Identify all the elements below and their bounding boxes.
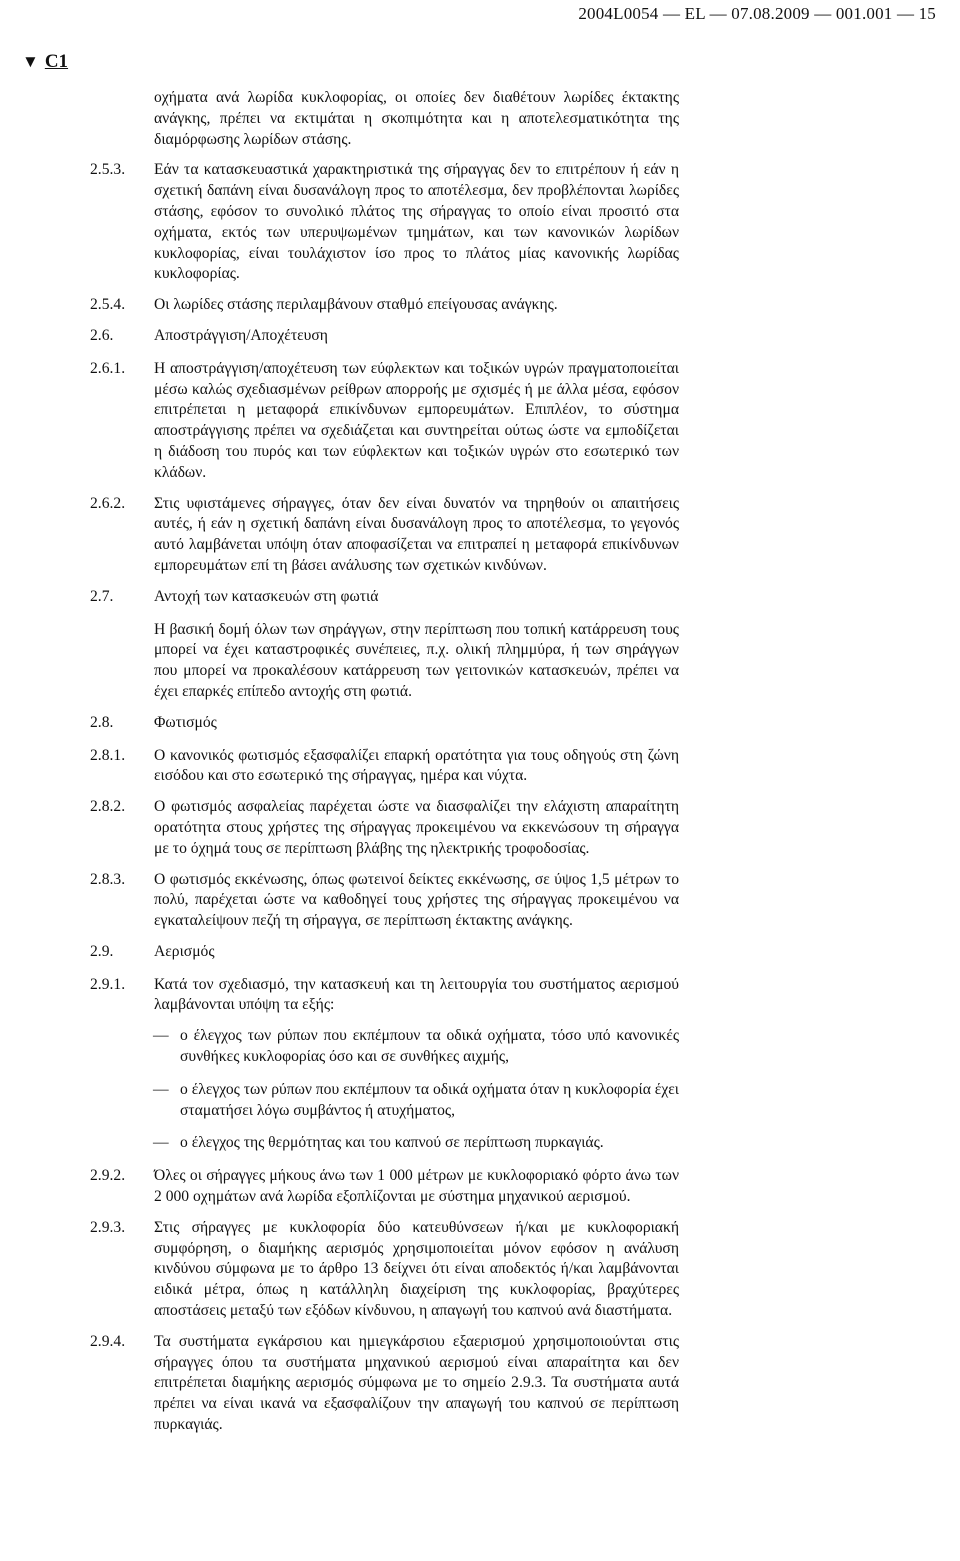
paragraph-text: Τα συστήματα εγκάρσιου και ημιεγκάρσιου εξαερισμού χρησιμοποιούνται στις σήραγγες όπου τα συστήματα μηχανικού αερισμού είναι απαραίτητα και δεν επιτρέπεται διαμήκης αερισμός σύμφωνα με το σημείο 2.9.3. Τα συστήματα αυτά πρέπει να είναι ικανά να εξασφαλίζουν την απαγωγή του καπνού σε περίπτωση πυρκαγιάς. <box>154 1332 679 1434</box>
list-item <box>90 1080 679 1122</box>
paragraph-number: 2.8.2. <box>90 798 126 816</box>
paragraph-number: 2.5.3. <box>90 161 126 179</box>
marker-label: C1 <box>44 51 69 72</box>
dash-marker: — <box>153 1080 169 1098</box>
heading-text: Αποστράγγιση/Αποχέτευση <box>154 326 328 344</box>
paragraph-text: Ο φωτισμός εκκένωσης, όπως φωτεινοί δείκτες εκκένωσης, σε ύψος 1,5 μέτρων το πολύ, παρέχεται ώστε να καθοδηγεί τους χρήστες της σήραγγας προκειμένου να εγκαταλείψουν πεζή τη σήραγγα, σε περίπτωση έκτακτης ανάγκης. <box>154 870 679 930</box>
paragraph <box>90 797 679 859</box>
paragraph-number: 2.8. <box>90 713 114 731</box>
paragraph <box>90 160 679 285</box>
section-heading <box>90 713 679 734</box>
consolidation-marker <box>22 51 68 73</box>
paragraph <box>90 359 679 484</box>
paragraph-text: Κατά τον σχεδιασμό, την κατασκευή και τη λειτουργία του συστήματος αερισμού λαμβάνονται υπόψη τα εξής: <box>154 975 679 1014</box>
paragraph-text: Εάν τα κατασκευαστικά χαρακτηριστικά της σήραγγας δεν το επιτρέπουν ή εάν η σχετική δαπάνη είναι δυσανάλογη προς το αποτέλεσμα, δεν προβλέπονται λωρίδες στάσης, εφόσον το συνολικό πλάτος της σήραγγας το οποίο είναι προσιτό στα οχήματα, εκτός των υπερυψωμένων τμημάτων, και των κανονικών λωρίδων κυκλοφορίας, είναι τουλάχιστον ίσο προς το πλάτος μίας κανονικής λωρίδας κυκλοφορίας. <box>154 161 679 283</box>
list-item-text: ο έλεγχος των ρύπων που εκπέμπουν τα οδικά οχήματα όταν η κυκλοφορία έχει σταματήσει λόγω συμβάντος ή ατυχήματος, <box>180 1080 679 1119</box>
paragraph-text: οχήματα ανά λωρίδα κυκλοφορίας, οι οποίες δεν διαθέτουν λωρίδες έκτακτης ανάγκης, πρέπει να εκτιμάται η σκοπιμότητα και η αποτελεσματικότητα της διαμόρφωσης λωρίδων στάσης. <box>154 89 679 148</box>
paragraph <box>90 1218 679 1322</box>
dash-marker: — <box>153 1027 169 1045</box>
paragraph-number: 2.6.1. <box>90 359 126 377</box>
paragraph-number: 2.8.3. <box>90 870 126 888</box>
paragraph-number: 2.7. <box>90 587 114 605</box>
paragraph-number: 2.5.4. <box>90 296 126 314</box>
document-body <box>90 88 679 1446</box>
paragraph <box>90 1332 679 1436</box>
paragraph-text: Ο κανονικός φωτισμός εξασφαλίζει επαρκή ορατότητα για τους οδηγούς στη ζώνη εισόδου και στο εσωτερικό της σήραγγας, ημέρα και νύχτα. <box>154 746 679 785</box>
paragraph <box>90 975 679 1017</box>
paragraph-text: Στις υφιστάμενες σήραγγες, όταν δεν είναι δυνατόν να τηρηθούν οι απαιτήσεις αυτές, ή εάν η σχετική δαπάνη είναι δυσανάλογη προς το αποτέλεσμα, το γεγονός αυτό λαμβάνεται υπόψη όταν αποφασίζεται να επιτραπεί η μεταφορά επικίνδυνων εμπορευμάτων επί τη βάσει ανάλυσης των σχετικών κινδύνων. <box>154 494 679 574</box>
section-heading <box>90 326 679 347</box>
document-reference: 2004L0054 — EL — 07.08.2009 — 001.001 — 15 <box>578 4 936 23</box>
paragraph-number: 2.6. <box>90 326 114 344</box>
heading-text: Αερισμός <box>154 942 215 960</box>
paragraph-number: 2.6.2. <box>90 494 126 512</box>
paragraph-number: 2.9.1. <box>90 975 126 993</box>
paragraph-number: 2.9.2. <box>90 1167 126 1185</box>
list-item-text: ο έλεγχος της θερμότητας και του καπνού σε περίπτωση πυρκαγιάς. <box>180 1134 604 1152</box>
paragraph-number: 2.9.3. <box>90 1218 126 1236</box>
paragraph-text: Όλες οι σήραγγες μήκους άνω των 1 000 μέτρων με κυκλοφοριακό φόρτο άνω των 2 000 οχημάτων ανά λωρίδα εξοπλίζονται με σύστημα μηχανικού αερισμού. <box>154 1167 679 1206</box>
paragraph-text: Η βασική δομή όλων των σηράγγων, στην περίπτωση που τοπική κατάρρευση τους μπορεί να έχει καταστροφικές συνέπειες, π.χ. ολική πλημμύρα, ή των σηράγγων που μπορεί να προκαλέσουν κατάρρευση των γειτονικών κατασκευών, πρέπει να έχει επαρκές επίπεδο αντοχής στη φωτιά. <box>154 620 679 700</box>
paragraph <box>90 88 679 150</box>
list-item <box>90 1026 679 1068</box>
paragraph-text: Η αποστράγγιση/αποχέτευση των εύφλεκτων και τοξικών υγρών πραγματοποιείται μέσω καλώς σχεδιασμένων ρείθρων απορροής με σχισμές ή με άλλα μέσα, εφόσον επιτρέπεται η μεταφορά επικίνδυνων εμπορευμάτων. Επιπλέον, το σύστημα αποστράγγισης πρέπει να σχεδιάζεται και συντηρείται ούτως ώστε να εμποδίζεται η διάδοση του πυρός και των εύφλεκτων και τοξικών υγρών στο εσωτερικό των κλάδων. <box>154 359 679 481</box>
paragraph-text: Οι λωρίδες στάσης περιλαμβάνουν σταθμό επείγουσας ανάγκης. <box>154 296 558 314</box>
list-item <box>90 1133 679 1154</box>
paragraph <box>90 746 679 788</box>
heading-text: Αντοχή των κατασκευών στη φωτιά <box>154 587 379 605</box>
paragraph-number: 2.9.4. <box>90 1332 126 1350</box>
section-heading <box>90 942 679 963</box>
paragraph <box>90 870 679 932</box>
section-heading <box>90 587 679 608</box>
paragraph-number: 2.8.1. <box>90 746 126 764</box>
paragraph <box>90 620 679 703</box>
paragraph <box>90 1166 679 1208</box>
list-item-text: ο έλεγχος των ρύπων που εκπέμπουν τα οδικά οχήματα, τόσο υπό κανονικές συνθήκες κυκλοφορίας όσο και σε συνθήκες αιχμής, <box>180 1027 679 1066</box>
paragraph-text: Στις σήραγγες με κυκλοφορία δύο κατευθύνσεων ή/και με κυκλοφοριακή συμφόρηση, ο διαμήκης αερισμός χρησιμοποιείται μόνον εφόσον η ανάλυση κινδύνου σύμφωνα με το άρθρο 13 δείχνει ότι είναι αποδεκτός ή/και λαμβάνονται ειδικά μέτρα, όπως η κατάλληλη διαχείριση της κυκλοφορίας, βραχύτερες αποστάσεις μεταξύ των εξόδων κίνδυνου, η απαγωγή του καπνού ανά διαστήματα. <box>154 1218 679 1320</box>
paragraph <box>90 494 679 577</box>
paragraph <box>90 295 679 316</box>
paragraph-number: 2.9. <box>90 942 114 960</box>
heading-text: Φωτισμός <box>154 713 217 731</box>
dash-marker: — <box>153 1134 169 1152</box>
triangle-down-icon: ▼ <box>22 52 39 71</box>
paragraph-text: Ο φωτισμός ασφαλείας παρέχεται ώστε να διασφαλίζει την ελάχιστη απαραίτητη ορατότητα στους χρήστες της σήραγγας προκειμένου να εκκενώσουν τη σήραγγα με το όχημά τους σε περίπτωση βλάβης της ηλεκτρικής τροφοδοσίας. <box>154 798 679 857</box>
